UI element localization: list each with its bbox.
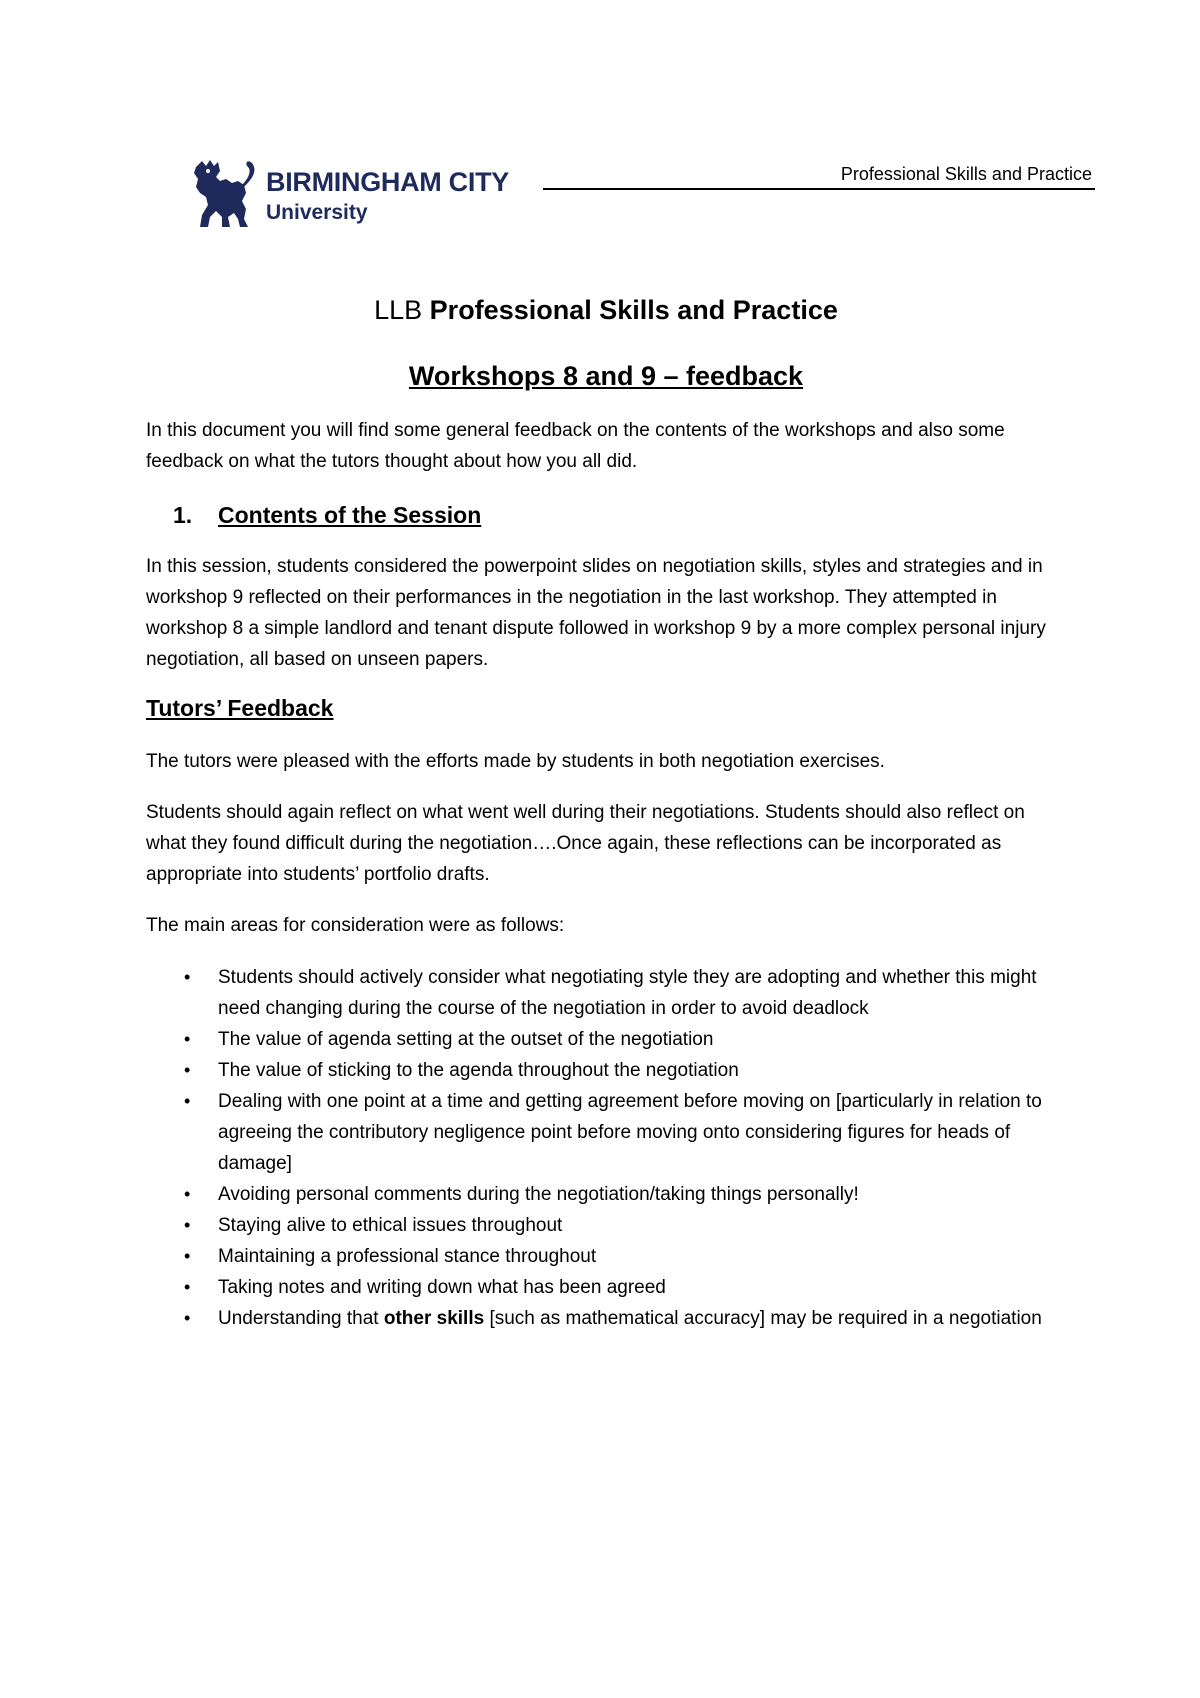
- bullet-icon: •: [184, 1184, 191, 1204]
- list-item-text-bold: other skills: [383, 1308, 485, 1329]
- list-item: [146, 1024, 1058, 1055]
- list-item-text: Dealing with one point at a time and getting agreement before moving on [particularly in relation to agreeing the contributory negligence point before moving onto considering figures for heads of damage]: [218, 1091, 1042, 1174]
- bullet-icon: •: [184, 1091, 191, 1111]
- bullet-icon: •: [184, 1029, 191, 1049]
- document-body: [146, 290, 1066, 1334]
- tutors-paragraph-2: Students should again reflect on what went well during their negotiations. Students should also reflect on what they found difficult during the negotiation….Once again, these reflections can be incorporated as appropriate into students’ portfolio drafts.: [146, 802, 1025, 885]
- list-item-text: The value of sticking to the agenda throughout the negotiation: [218, 1060, 739, 1081]
- running-header-title: Professional Skills and Practice: [840, 164, 1092, 184]
- bullet-icon: •: [184, 1277, 191, 1297]
- list-item: [146, 1272, 1058, 1303]
- list-item-text: Staying alive to ethical issues throughout: [218, 1215, 563, 1236]
- list-item-text-after: [such as mathematical accuracy] may be required in a negotiation: [484, 1308, 1042, 1329]
- list-item: [146, 1055, 1058, 1086]
- session-paragraph: In this session, students considered the powerpoint slides on negotiation skills, styles and strategies and in workshop 9 reflected on their performances in the negotiation in the last workshop. They attempted in workshop 8 a simple landlord and tenant dispute followed in workshop 9 by a more complex personal injury negotiation, all based on unseen papers.: [146, 556, 1046, 670]
- section-heading-contents: [146, 498, 1066, 532]
- list-item: [146, 1241, 1058, 1272]
- list-item: [146, 1086, 1058, 1179]
- document-subtitle: Workshops 8 and 9 – feedback: [408, 361, 804, 391]
- document-title: [146, 290, 1066, 338]
- bullet-icon: •: [184, 1060, 191, 1080]
- list-item-text-before: Understanding that: [218, 1308, 384, 1329]
- list-item-text: Avoiding personal comments during the negotiation/taking things personally!: [218, 1184, 859, 1205]
- list-item-text: Students should actively consider what negotiating style they are adopting and whether this might need changing during the course of the negotiation in order to avoid deadlock: [218, 967, 1037, 1019]
- tutors-paragraph-3: The main areas for consideration were as follows:: [146, 915, 565, 936]
- section-number: 1.: [173, 502, 193, 528]
- intro-paragraph: In this document you will find some general feedback on the contents of the workshops and also some feedback on what the tutors thought about how you all did.: [146, 420, 1005, 472]
- tutors-paragraph-1: The tutors were pleased with the efforts made by students in both negotiation exercises.: [146, 751, 885, 772]
- list-item-text: The value of agenda setting at the outset of the negotiation: [218, 1029, 714, 1050]
- consideration-list: [146, 962, 1066, 1334]
- bullet-icon: •: [184, 1215, 191, 1235]
- page-header: [0, 0, 1200, 240]
- list-item: [146, 1179, 1058, 1210]
- list-item: [146, 962, 1058, 1024]
- list-item: [146, 1210, 1058, 1241]
- list-item: [146, 1303, 1058, 1334]
- university-logo: [188, 157, 509, 233]
- title-prefix: LLB: [374, 295, 430, 325]
- section-heading-text: Contents of the Session: [218, 502, 482, 528]
- lion-rampant-icon: [188, 157, 260, 231]
- tutors-feedback-heading: Tutors’ Feedback: [146, 695, 334, 721]
- list-item-text: Maintaining a professional stance throughout: [218, 1246, 597, 1267]
- bullet-icon: •: [184, 967, 191, 987]
- header-rule: [543, 188, 1095, 190]
- bullet-icon: •: [184, 1308, 191, 1328]
- list-item-text: Taking notes and writing down what has been agreed: [218, 1277, 666, 1298]
- bullet-icon: •: [184, 1246, 191, 1266]
- logo-wordmark-line2: University: [266, 201, 368, 224]
- title-bold: Professional Skills and Practice: [429, 295, 838, 325]
- logo-wordmark-line1: BIRMINGHAM CITY: [266, 167, 509, 197]
